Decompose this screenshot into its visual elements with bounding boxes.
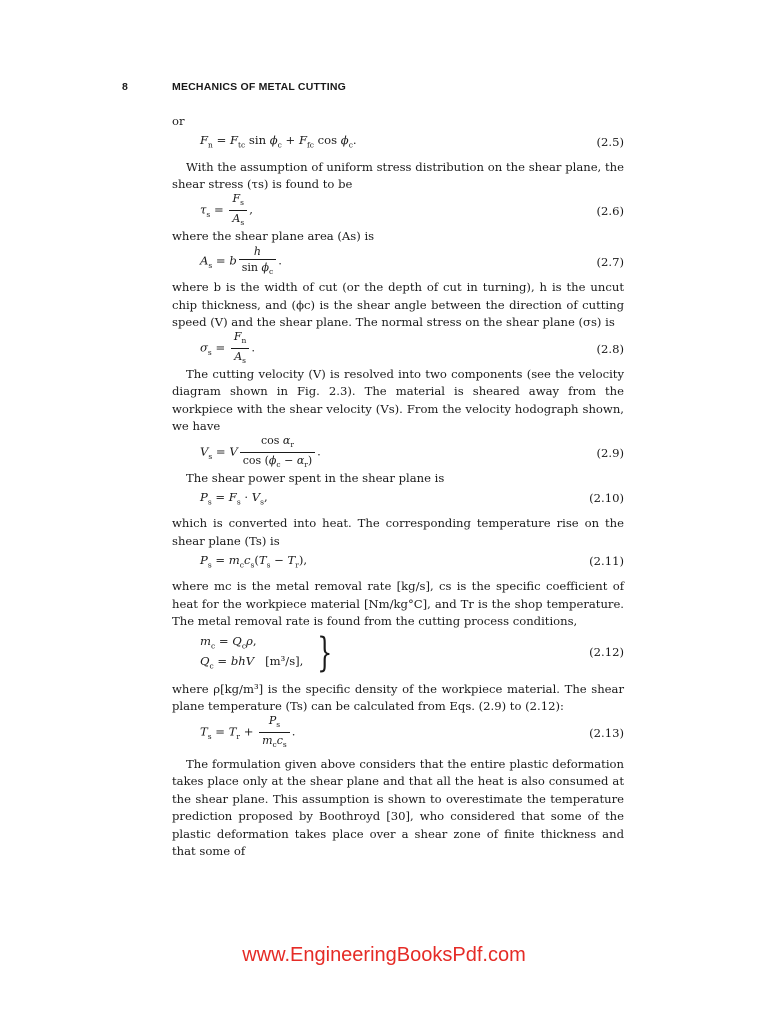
equation-number: (2.12) (589, 644, 624, 659)
equation-2-7: $A_s = b$ $\frac{h}{\sin \phi_c}$ . (2.7) (200, 245, 624, 277)
page-body (172, 113, 624, 861)
paragraph: which is converted into heat. The corresponding temperature rise on the shear plane (Ts) is (172, 516, 624, 548)
equation-2-8: $\sigma_s$ = $\frac{F_n}{A_s}$ . (2.8) (200, 329, 624, 366)
paragraph: where ρ[kg/m³] is the specific density of the workpiece material. The shear plane temperature (Ts) can be calculated from Eqs. (2.9) to (2.12): (172, 681, 624, 713)
equation-number: (2.10) (589, 491, 624, 505)
equation-2-10: $P_s = F_s \cdot V_s$, (2.10) (200, 489, 624, 507)
unit-label: [m³/s], (265, 653, 304, 668)
equation-2-9: $V_s = V$ $\frac{\cos \alpha_r}{\cos (\phi_c - \alpha_r)}$ . (2.9) (200, 433, 624, 470)
equation-number: (2.6) (596, 203, 624, 218)
equation-2-11: $P_s = m_cc_s(T_s - T_r)$, (2.11) (200, 552, 624, 570)
equation-2-6: $\tau_s$ = $\frac{F_s}{A_s}$ , (2.6) (200, 191, 624, 228)
running-title: MECHANICS OF METAL CUTTING (172, 81, 346, 93)
equation-number: (2.13) (589, 725, 624, 740)
paragraph: The cutting velocity (V) is resolved into two components (see the velocity diagram shown in Fig. 2.3). The material is sheared away from the workpiece with the shear velocity (Vs). From the velocity hodograph shown, we have (172, 366, 624, 433)
paragraph: The shear power spent in the shear plane is (186, 470, 445, 485)
equation-2-13: $T_s = T_r$ + $\frac{P_s}{m_cc_s}$ . (2.13) (200, 713, 624, 750)
equation-2-5: $F_n = F_{tc}$ $\sin \phi_c + F_{fc}$ $\cos \phi_c$. (2.5) (200, 133, 624, 150)
website-link[interactable]: www.EngineeringBooksPdf.com (242, 944, 526, 966)
paragraph: The formulation given above considers that the entire plastic deformation takes place only at the shear plane and that all the heat is also consumed at the shear plane. This assumption is shown to overestimate the temperature prediction proposed by Boothroyd [30], who considered that some of the plastic deformation takes place over a shear zone of finite thickness and that some of (172, 756, 624, 858)
paragraph: where b is the width of cut (or the depth of cut in turning), h is the uncut chip thickness, and (ϕc) is the shear angle between the direction of cutting speed (V) and the shear plane. The normal stress on the shear plane (σs) is (172, 280, 624, 329)
equation-number: (2.5) (596, 134, 624, 149)
paragraph: where mc is the metal removal rate [kg/s], cs is the specific coefficient of heat for the workpiece material [Nm/kg°C], and Tr is the shop temperature. The metal removal rate is found from the cutting process conditions, (172, 579, 624, 628)
paragraph: where the shear plane area (As) is (172, 228, 375, 243)
equation-number: (2.7) (596, 255, 624, 269)
equation-2-12: $m_c = Q_c\rho$, $Q_c$ = bhV [m³/s], } (2.12) (200, 629, 624, 676)
page-number: 8 (122, 81, 128, 93)
equation-number: (2.11) (589, 554, 624, 568)
text-or: or (172, 114, 185, 128)
equation-number: (2.8) (596, 341, 624, 356)
paragraph: With the assumption of uniform stress distribution on the shear plane, the shear stress (τs) is found to be (172, 159, 624, 191)
brace: } (317, 629, 333, 676)
page-header (0, 81, 768, 97)
equation-number: (2.9) (596, 445, 624, 460)
